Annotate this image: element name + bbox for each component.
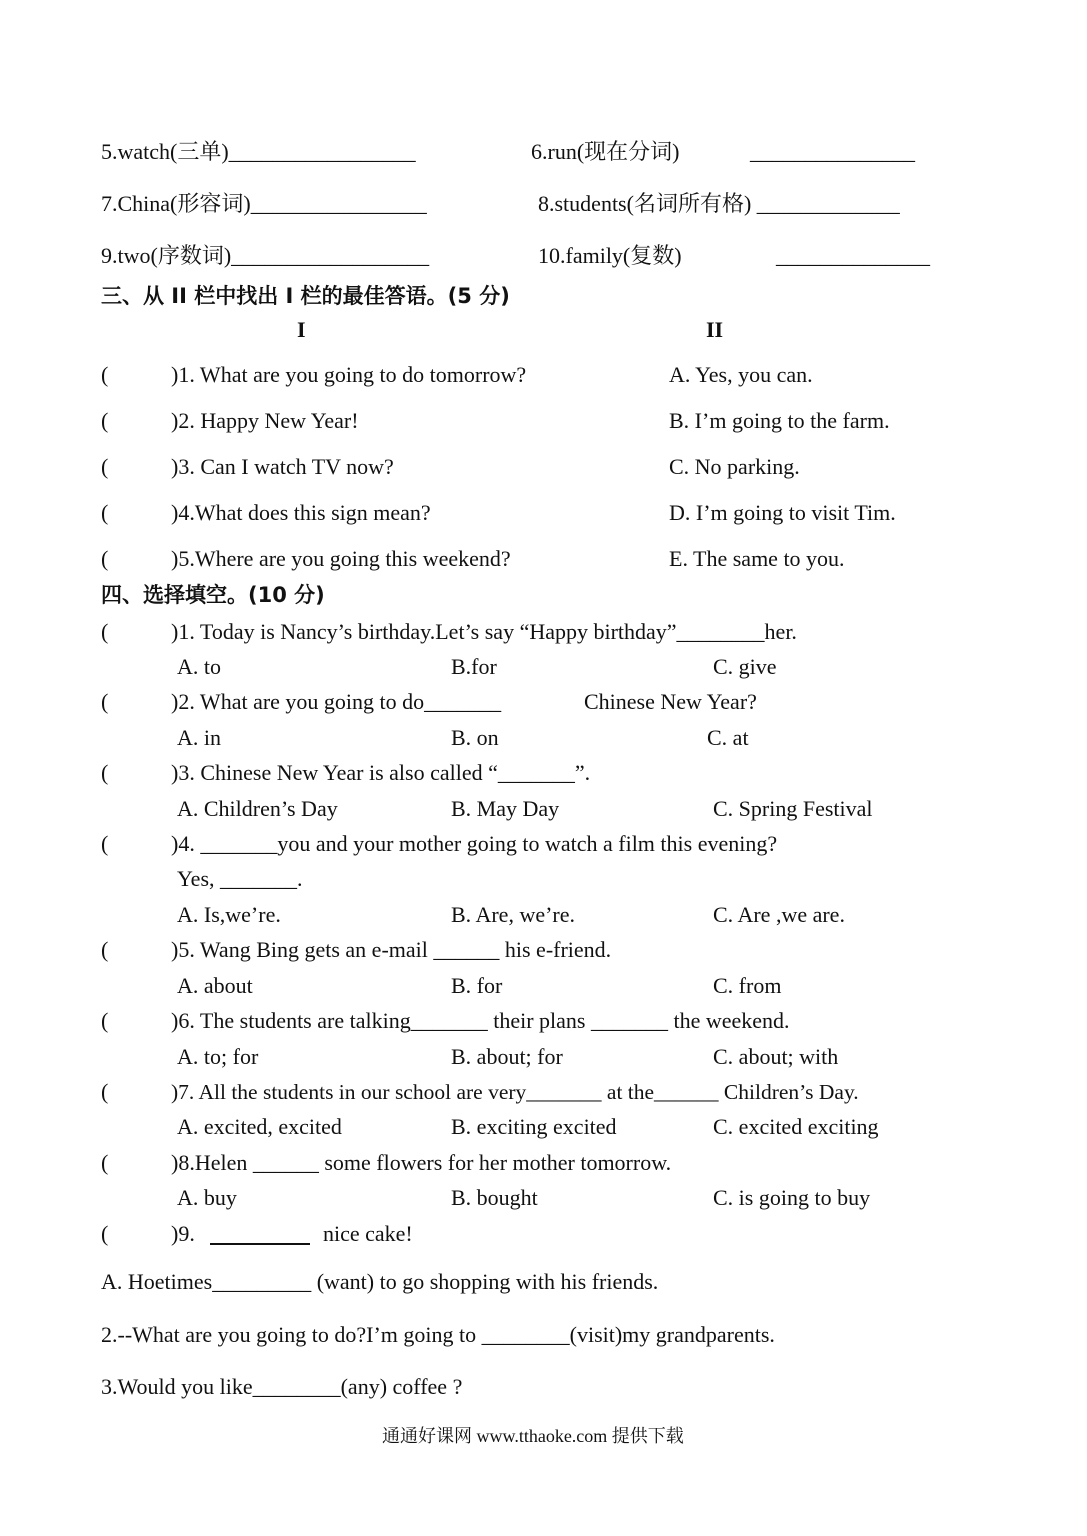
mc-option-a: A. excited, excited <box>177 1114 342 1139</box>
answer-paren: ( <box>101 831 109 856</box>
mc-option-c: C. excited exciting <box>713 1114 879 1139</box>
mc-question: )3. Chinese New Year is also called “_______”. <box>171 760 591 785</box>
answer-paren: ( <box>101 760 109 785</box>
section3-heading: 三、从 II 栏中找出 I 栏的最佳答语。(5 分) <box>101 284 510 308</box>
match-question: )2. Happy New Year! <box>171 408 359 433</box>
mc-option-b: B. on <box>451 725 499 750</box>
answer-paren: ( <box>101 1221 109 1246</box>
word-form-q10-label: 10.family(复数) <box>538 243 682 268</box>
mc-option-c: C. is going to buy <box>713 1185 871 1210</box>
word-form-q8: 8.students(名词所有格) _____________ <box>538 191 900 216</box>
mc-option-a: A. in <box>177 725 221 750</box>
mc-option-a: A. Is,we’re. <box>177 902 281 927</box>
mc-option-b: B. bought <box>451 1185 538 1210</box>
answer-paren: ( <box>101 362 109 387</box>
answer-paren: ( <box>101 1008 109 1033</box>
answer-paren: ( <box>101 1079 109 1104</box>
mc-question: )7. All the students in our school are very_______ at the______ Children’s Day. <box>171 1080 859 1104</box>
mc-question-tail: nice cake! <box>323 1221 413 1246</box>
mc-option-b: B. about; for <box>451 1044 563 1069</box>
match-answer: A. Yes, you can. <box>669 362 813 387</box>
word-form-q9: 9.two(序数词)__________________ <box>101 243 430 268</box>
mc-question: )5. Wang Bing gets an e-mail ______ his e-friend. <box>171 937 612 962</box>
mc-option-b: B. May Day <box>451 796 560 821</box>
word-form-q10-blank: ______________ <box>776 243 930 268</box>
match-question: )4.What does this sign mean? <box>171 500 431 525</box>
mc-option-b: B. Are, we’re. <box>451 902 576 927</box>
section4-heading: 四、选择填空。(10 分) <box>101 583 325 607</box>
mc-option-c: C. about; with <box>713 1044 839 1069</box>
mc-question: )8.Helen ______ some flowers for her mother tomorrow. <box>171 1150 672 1175</box>
mc-question: )4. _______you and your mother going to watch a film this evening? <box>171 831 778 856</box>
answer-paren: ( <box>101 408 109 433</box>
answer-paren: ( <box>101 937 109 962</box>
match-question: )5.Where are you going this weekend? <box>171 546 511 571</box>
mc-option-b: B. for <box>451 973 503 998</box>
word-form-q7: 7.China(形容词)________________ <box>101 191 427 216</box>
mc-option-c: C. Spring Festival <box>713 796 873 821</box>
mc-option-c: C. give <box>713 654 777 679</box>
answer-paren: ( <box>101 500 109 525</box>
mc-option-a: A. buy <box>177 1185 237 1210</box>
fill-in-line-1: A. Hoetimes_________ (want) to go shopping with his friends. <box>101 1269 659 1294</box>
section3-col2-header: II <box>706 317 724 342</box>
mc-question: )9. <box>171 1221 195 1246</box>
mc-question: )1. Today is Nancy’s birthday.Let’s say “Happy birthday”________her. <box>171 619 797 644</box>
mc-option-c: C. from <box>713 973 782 998</box>
word-form-q5: 5.watch(三单)_________________ <box>101 139 416 164</box>
mc-option-c: C. Are ,we are. <box>713 902 845 927</box>
answer-paren: ( <box>101 1150 109 1175</box>
mc-question-line2: Yes, _______. <box>177 866 303 891</box>
word-form-q6-label: 6.run(现在分词) <box>531 139 680 164</box>
mc-question: )6. The students are talking_______ their plans _______ the weekend. <box>171 1008 790 1033</box>
answer-paren: ( <box>101 689 109 714</box>
mc-option-a: A. about <box>177 973 253 998</box>
match-question: )3. Can I watch TV now? <box>171 454 394 479</box>
mc-option-a: A. to; for <box>177 1044 259 1069</box>
match-answer: E. The same to you. <box>669 546 845 571</box>
match-question: )1. What are you going to do tomorrow? <box>171 362 527 387</box>
mc-option-b: B. exciting excited <box>451 1114 617 1139</box>
match-answer: B. I’m going to the farm. <box>669 408 890 433</box>
page-footer: 通通好课网 www.tthaoke.com 提供下载 <box>382 1426 684 1446</box>
answer-blank-line <box>210 1243 310 1245</box>
mc-option-a: A. to <box>177 654 221 679</box>
fill-in-line-2: 2.--What are you going to do?I’m going to ________(visit)my grandparents. <box>101 1322 775 1347</box>
answer-paren: ( <box>101 546 109 571</box>
answer-paren: ( <box>101 619 109 644</box>
mc-option-a: A. Children’s Day <box>177 796 338 821</box>
mc-question: )2. What are you going to do_______ <box>171 689 502 714</box>
word-form-q6-blank: _______________ <box>750 139 915 164</box>
answer-paren: ( <box>101 454 109 479</box>
section3-col1-header: I <box>297 317 306 342</box>
match-answer: D. I’m going to visit Tim. <box>669 500 896 525</box>
mc-option-c: C. at <box>707 725 749 750</box>
match-answer: C. No parking. <box>669 454 800 479</box>
mc-question-tail: Chinese New Year? <box>584 689 757 714</box>
mc-option-b: B.for <box>451 654 497 679</box>
fill-in-line-3: 3.Would you like________(any) coffee ? <box>101 1374 463 1399</box>
